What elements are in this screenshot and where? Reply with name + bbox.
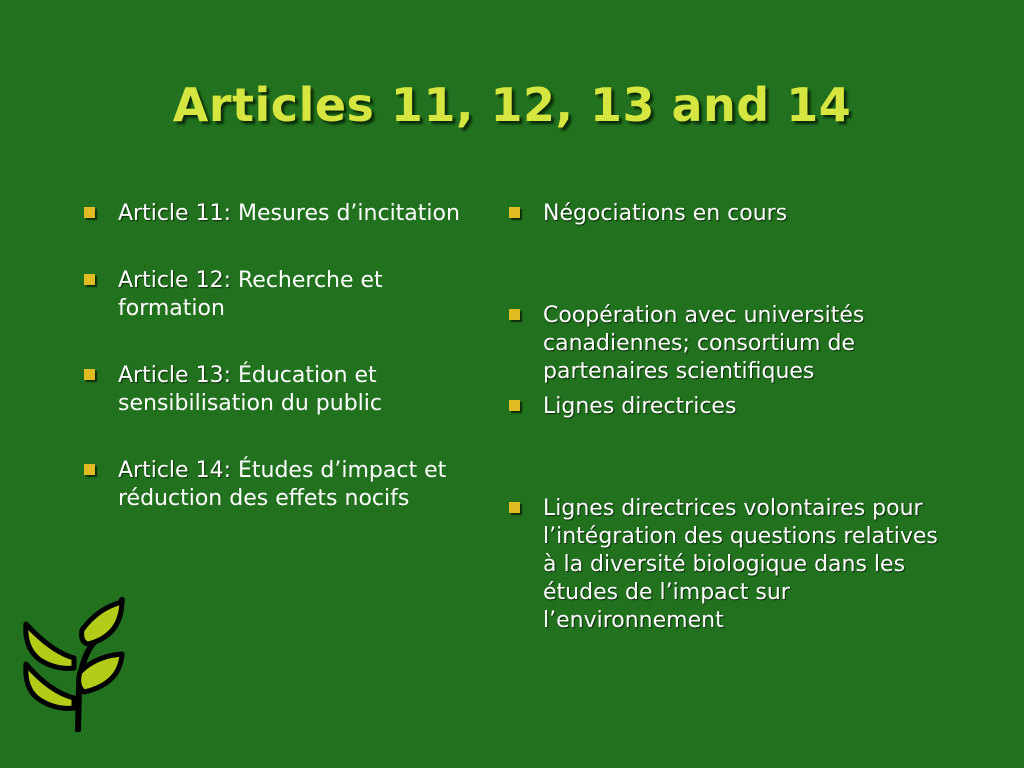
list-item-article-11 [84, 200, 484, 228]
square-bullet-icon [509, 309, 520, 320]
list-item-article-13 [84, 362, 484, 418]
list-item-cooperation [509, 302, 939, 386]
left-bullet-list [84, 200, 484, 513]
list-item-voluntary-guidelines [509, 495, 939, 635]
list-item-guidelines [509, 393, 939, 421]
square-bullet-icon [509, 207, 520, 218]
plant-leaf-logo [22, 596, 126, 732]
list-item-article-12 [84, 267, 484, 323]
list-item-negotiations [509, 200, 939, 228]
right-item-text: Négociations en cours [543, 201, 788, 226]
article-description: Mesures d’incitation [237, 201, 460, 226]
article-label: Article 12: [118, 268, 231, 293]
right-bullet-list [509, 200, 939, 635]
square-bullet-icon [84, 274, 95, 285]
article-description: Recherche et formation [118, 268, 383, 321]
logo-leaf-upper-left [26, 624, 74, 668]
right-item-text: Coopération avec universités canadiennes; consortium de partenaires scientifiques [543, 303, 865, 384]
article-label: Article 11: [118, 201, 231, 226]
right-item-text: Lignes directrices volontaires pour l’intégration des questions relatives à la diversité biologique dans les études de l’impact sur l’environnement [543, 496, 938, 633]
logo-leaf-upper-right [82, 602, 122, 644]
article-label: Article 13: [118, 363, 231, 388]
list-item-article-14 [84, 457, 484, 513]
article-description: Études d’impact et réduction des effets nocifs [118, 458, 447, 511]
square-bullet-icon [84, 464, 95, 475]
square-bullet-icon [509, 502, 520, 513]
article-description: Éducation et sensibilisation du public [118, 363, 382, 416]
square-bullet-icon [509, 400, 520, 411]
square-bullet-icon [84, 207, 95, 218]
right-item-text: Lignes directrices [543, 394, 737, 419]
article-label: Article 14: [118, 458, 231, 483]
square-bullet-icon [84, 369, 95, 380]
slide-title: Articles 11, 12, 13 and 14 [172, 78, 852, 132]
